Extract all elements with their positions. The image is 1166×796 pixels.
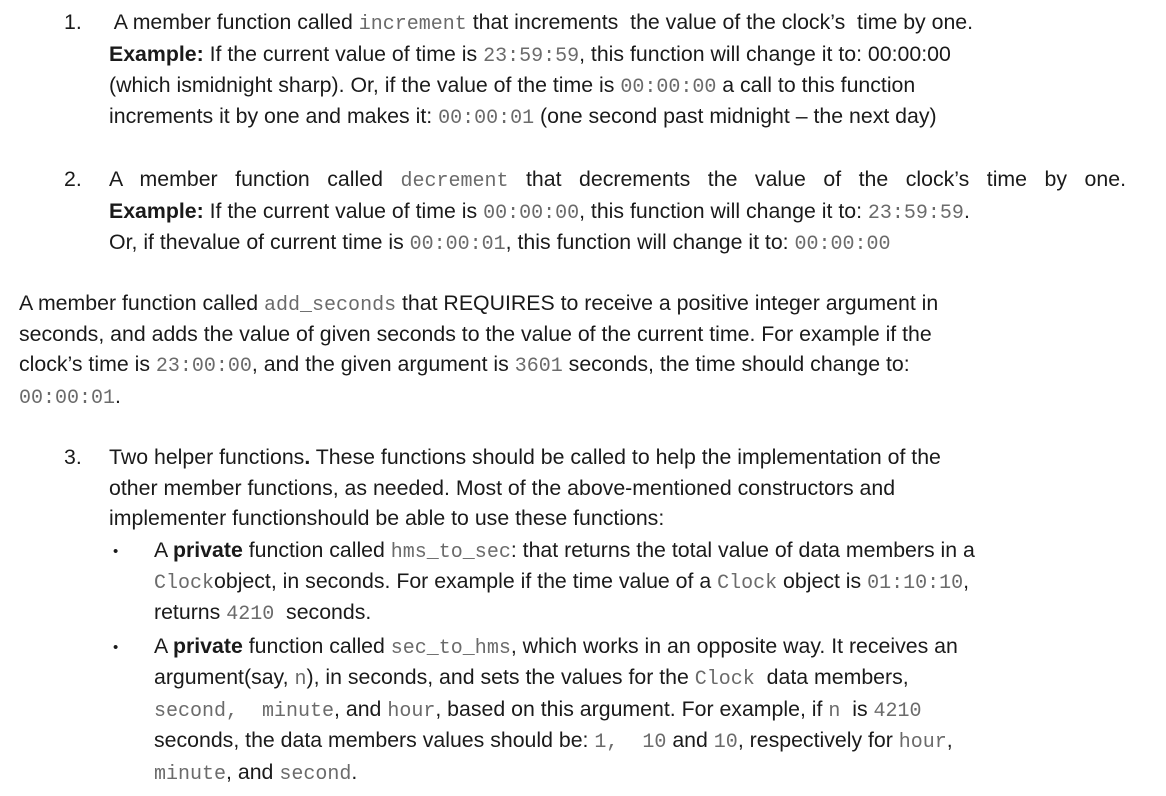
bullet2-line-2 <box>154 662 909 693</box>
text-span: increments it by one and makes it: <box>109 104 439 128</box>
item1-line-3 <box>109 70 915 101</box>
item2-line-2 <box>109 196 970 227</box>
code-span: n <box>828 700 841 723</box>
text-span: A member function called <box>109 167 401 191</box>
para-line-1 <box>19 288 938 319</box>
bullet2-line-5 <box>154 757 357 788</box>
text-span: A <box>154 634 173 658</box>
text-span: is <box>840 697 874 721</box>
text-span: seconds, the time should change to: <box>562 352 910 376</box>
para-line-2 <box>19 319 932 350</box>
text-span: seconds. <box>274 600 372 624</box>
code-span: second <box>279 763 352 786</box>
text-span: implementer functionshould be able to use these functions: <box>109 506 665 530</box>
code-span: 00:00:01 <box>409 233 506 256</box>
text-span: . <box>351 760 358 784</box>
text-span: and <box>666 728 714 752</box>
text-span: a call to this function <box>716 73 916 97</box>
item1-line-1 <box>109 7 973 38</box>
item1-line-2 <box>109 39 951 70</box>
code-span: 00:00:00 <box>483 202 580 225</box>
text-span: that decrements the value of the clock’s time by one. <box>508 167 1126 191</box>
bullet1-line-2 <box>154 566 969 597</box>
item3-line-2 <box>109 473 895 504</box>
bullet2-line-4 <box>154 725 953 756</box>
item3-line-3 <box>109 503 664 534</box>
text-span: , <box>963 569 970 593</box>
text-span: , and the given argument is <box>251 352 515 376</box>
code-span: hour <box>387 700 436 723</box>
code-span: Clock <box>154 572 215 595</box>
text-span: , and <box>334 697 388 721</box>
text-span: If the current value of time is <box>203 199 484 223</box>
text-span: If the current value of time is <box>203 42 484 66</box>
bold-span: . <box>304 445 311 469</box>
text-span: function called <box>242 538 391 562</box>
code-span: hms_to_sec <box>390 541 511 564</box>
text-span: , and <box>226 760 280 784</box>
text-span: object is <box>777 569 868 593</box>
text-span: , which works in an opposite way. It receives an <box>510 634 958 658</box>
item2-line-3 <box>109 227 891 258</box>
text-span: , <box>946 728 953 752</box>
code-span: 01:10:10 <box>867 572 964 595</box>
text-span: other member functions, as needed. Most of the above-mentioned constructors and <box>109 476 896 500</box>
code-span: 23:59:59 <box>483 45 580 68</box>
text-span: . <box>115 384 121 408</box>
code-span: increment <box>358 13 467 36</box>
text-span: A member function called <box>109 10 359 34</box>
text-span: that REQUIRES to receive a positive integer argument in <box>396 291 939 315</box>
text-span: data members, <box>754 665 909 689</box>
text-span: argument(say, <box>154 665 295 689</box>
text-span: ), in seconds, and sets the values for the <box>306 665 695 689</box>
para-line-3 <box>19 349 910 380</box>
text-span: , this function will change it to: 00:00:00 <box>579 42 951 66</box>
text-span: These functions should be called to help the implementation of the <box>310 445 941 469</box>
para-line-4 <box>19 381 121 412</box>
code-span: decrement <box>400 170 509 193</box>
text-span: seconds, and adds the value of given seconds to the value of the current time. For example if the <box>19 322 932 346</box>
bullet2-line-1 <box>154 631 958 662</box>
bold-span: private <box>172 538 243 562</box>
item3-line-1 <box>109 442 941 473</box>
list-number-2: 2. <box>64 167 82 191</box>
text-span: (one second past midnight – the next day) <box>534 104 937 128</box>
text-span: , this function will change it to: <box>579 199 868 223</box>
code-span: 23:59:59 <box>867 202 964 225</box>
text-span: returns <box>154 600 227 624</box>
bullet1-line-1 <box>154 535 975 566</box>
item1-line-4 <box>109 101 937 132</box>
code-span: n <box>294 668 307 691</box>
text-span: (which ismidnight sharp). Or, if the value of the time is <box>109 73 621 97</box>
text-span: object, in seconds. For example if the time value of a <box>214 569 718 593</box>
text-span: seconds, the data members values should be: <box>154 728 595 752</box>
bold-span: Example: <box>109 42 204 66</box>
bullet-1: • <box>113 543 119 560</box>
code-span: Clock <box>694 668 755 691</box>
code-span: 10 <box>713 731 738 754</box>
item2-line-1 <box>109 164 1126 195</box>
text-span: A member function called <box>19 291 265 315</box>
text-span: clock’s time is <box>19 352 156 376</box>
code-span: hour <box>898 731 947 754</box>
code-span: Clock <box>717 572 778 595</box>
bullet-2: • <box>113 639 119 656</box>
bullet2-line-3 <box>154 694 922 725</box>
text-span: , based on this argument. For example, if <box>435 697 829 721</box>
code-span: minute <box>154 763 227 786</box>
list-number-3: 3. <box>64 445 82 469</box>
code-span: 4210 <box>226 603 275 626</box>
code-span: 00:00:00 <box>620 76 717 99</box>
code-span: sec_to_hms <box>390 637 511 660</box>
bullet1-line-3 <box>154 597 371 628</box>
list-number-1: 1. <box>64 10 82 34</box>
text-span: Two helper functions <box>109 445 305 469</box>
code-span: 4210 <box>873 700 922 723</box>
bold-span: Example: <box>109 199 204 223</box>
text-span: A <box>154 538 173 562</box>
code-span: 23:00:00 <box>155 355 252 378</box>
text-span: . <box>963 199 970 223</box>
code-span: 3601 <box>514 355 563 378</box>
text-span: , respectively for <box>737 728 899 752</box>
code-span: 00:00:01 <box>438 107 535 130</box>
text-span: function called <box>242 634 391 658</box>
text-span: that increments the value of the clock’s time by one. <box>466 10 974 34</box>
code-span: second, minute <box>154 700 335 723</box>
text-span: Or, if thevalue of current time is <box>109 230 410 254</box>
code-span: 1, 10 <box>594 731 667 754</box>
bold-span: private <box>172 634 243 658</box>
code-span: 00:00:01 <box>19 387 116 410</box>
text-span: , this function will change it to: <box>505 230 795 254</box>
code-span: 00:00:00 <box>794 233 891 256</box>
text-span: : that returns the total value of data members in a <box>510 538 975 562</box>
code-span: add_seconds <box>264 294 397 317</box>
